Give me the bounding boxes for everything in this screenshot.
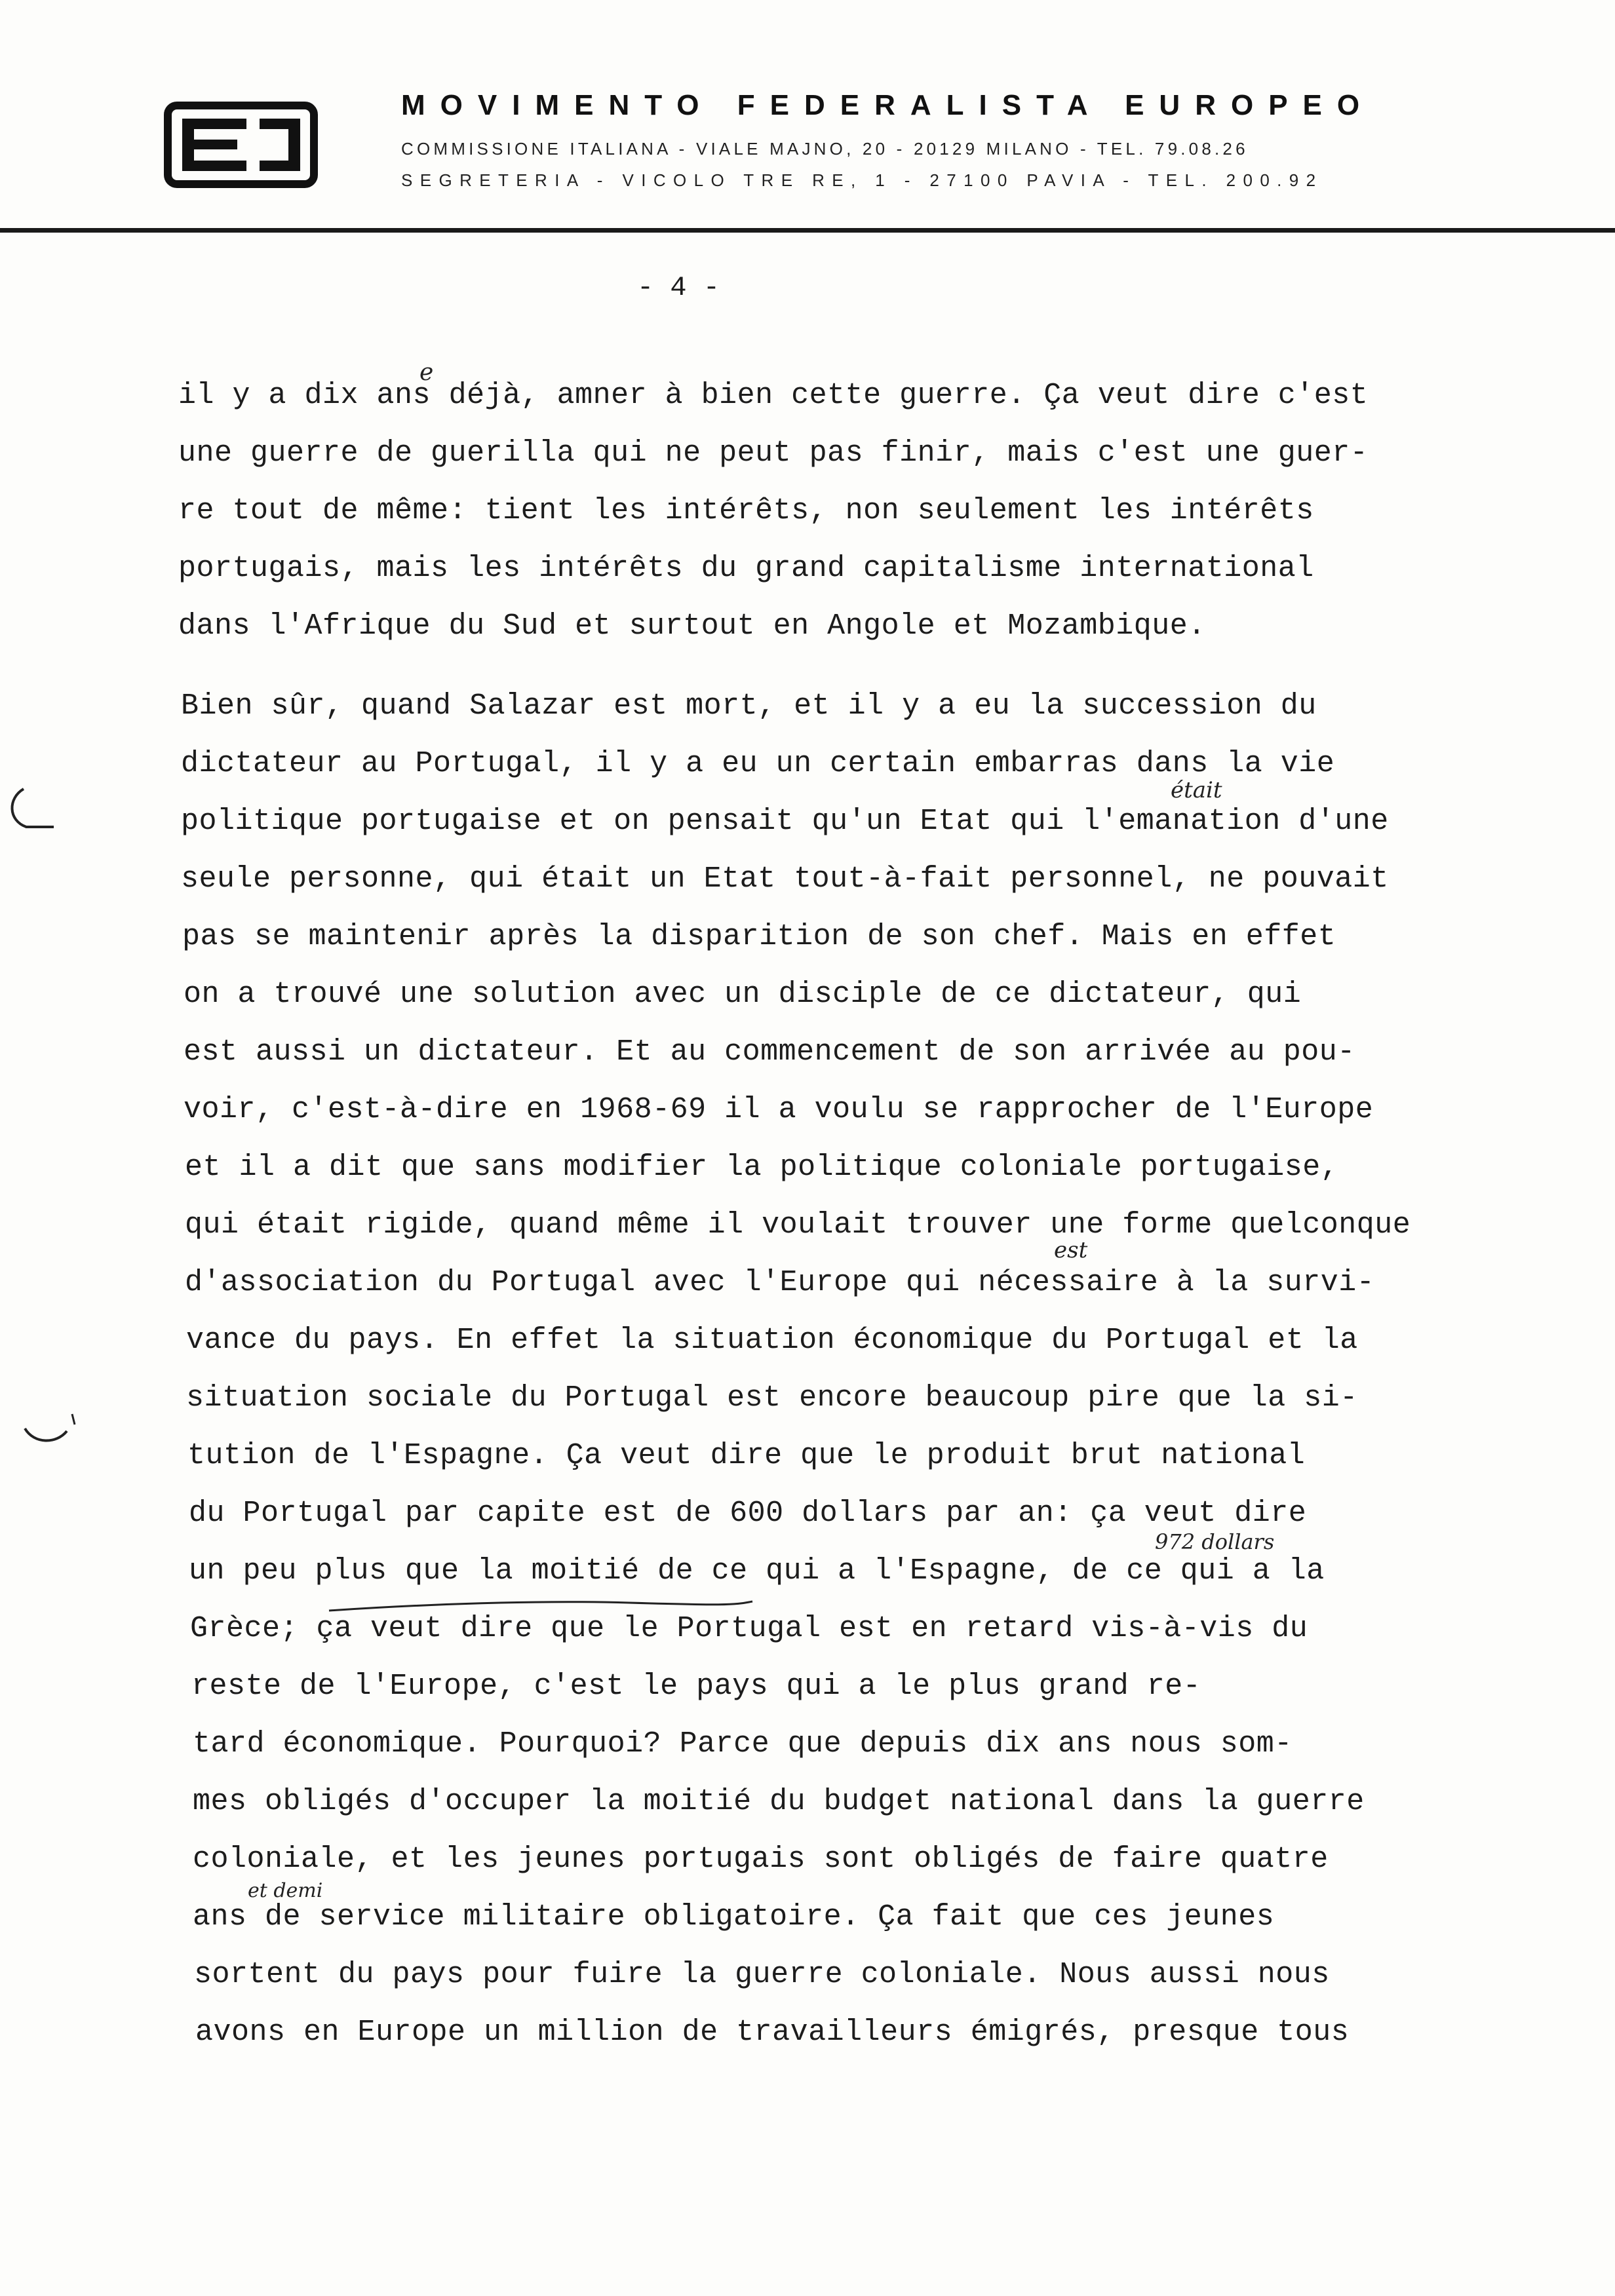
text-line: voir, c'est-à-dire en 1968-69 il a voulu se rapprocher de l'Europe [184,1093,1374,1126]
organization-name: MOVIMENTO FEDERALISTA EUROPEO [401,89,1375,121]
text-line: qui était rigide, quand même il voulait trouver une forme quelconque [185,1208,1411,1242]
text-line: ans de service militaire obligatoire. Ça fait que ces jeunes [193,1900,1275,1934]
text-line: vance du pays. En effet la situation économique du Portugal et la [186,1324,1358,1357]
margin-curve-mark [18,1405,77,1457]
text-line: il y a dix ans déjà, amner à bien cette guerre. Ça veut dire c'est [178,379,1369,412]
text-line: du Portugal par capite est de 600 dollars par an: ça veut dire [189,1497,1307,1530]
handwritten-underline [328,1592,754,1618]
text-line: seule personne, qui était un Etat tout-à-fait personnel, ne pouvait [181,862,1389,896]
handwritten-insert-et-demi: et demi [248,1879,323,1902]
text-line: reste de l'Europe, c'est le pays qui a le plus grand re- [191,1670,1201,1703]
text-line: sortent du pays pour fuire la guerre coloniale. Nous aussi nous [194,1958,1330,1991]
text-line: mes obligés d'occuper la moitié du budget national dans la guerre [193,1785,1365,1818]
text-line: on a trouvé une solution avec un disciple de ce dictateur, qui [184,978,1302,1011]
mfe-logo [164,102,318,188]
text-line: tution de l'Espagne. Ça veut dire que le produit brut national [187,1439,1306,1472]
header-rule [0,228,1615,233]
text-line: une guerre de guerilla qui ne peut pas finir, mais c'est une guer- [178,436,1369,470]
handwritten-insert-est: est [1054,1237,1088,1263]
handwritten-insert-e: e [419,359,434,386]
handwritten-insert-dollars: 972 dollars [1155,1529,1275,1554]
text-line: avons en Europe un million de travailleurs émigrés, presque tous [195,2016,1350,2049]
secretariat-address-line: SEGRETERIA - VICOLO TRE RE, 1 - 27100 PAVIA - TEL. 200.92 [401,170,1323,190]
margin-bracket-mark [4,784,63,836]
text-line: situation sociale du Portugal est encore beaucoup pire que la si- [186,1381,1358,1415]
commission-address-line: COMMISSIONE ITALIANA - VIALE MAJNO, 20 - 20129 MILANO - TEL. 79.08.26 [401,139,1249,159]
text-line: dictateur au Portugal, il y a eu un certain embarras dans la vie [181,747,1335,780]
text-line: coloniale, et les jeunes portugais sont obligés de faire quatre [193,1843,1329,1876]
text-line: politique portugaise et on pensait qu'un Etat qui l'emanation d'une [181,805,1389,838]
handwritten-insert-etait: était [1171,777,1222,803]
text-line: portugais, mais les intérêts du grand capitalisme international [178,552,1314,585]
text-line: re tout de même: tient les intérêts, non seulement les intérêts [178,494,1314,527]
text-line: est aussi un dictateur. Et au commencement de son arrivée au pou- [184,1035,1355,1069]
text-line: tard économique. Pourquoi? Parce que depuis dix ans nous som- [193,1727,1293,1761]
text-line: dans l'Afrique du Sud et surtout en Angole et Mozambique. [178,609,1206,643]
page-number: - 4 - [637,272,720,303]
text-line: et il a dit que sans modifier la politique coloniale portugaise, [185,1151,1339,1184]
text-line: un peu plus que la moitié de ce qui a l'Espagne, de ce qui a la [189,1554,1325,1588]
text-line: Grèce; ça veut dire que le Portugal est en retard vis-à-vis du [190,1612,1308,1645]
text-line: d'association du Portugal avec l'Europe qui nécessaire à la survi- [185,1266,1375,1299]
text-line: pas se maintenir après la disparition de son chef. Mais en effet [182,920,1336,953]
text-line: Bien sûr, quand Salazar est mort, et il y a eu la succession du [181,689,1317,723]
